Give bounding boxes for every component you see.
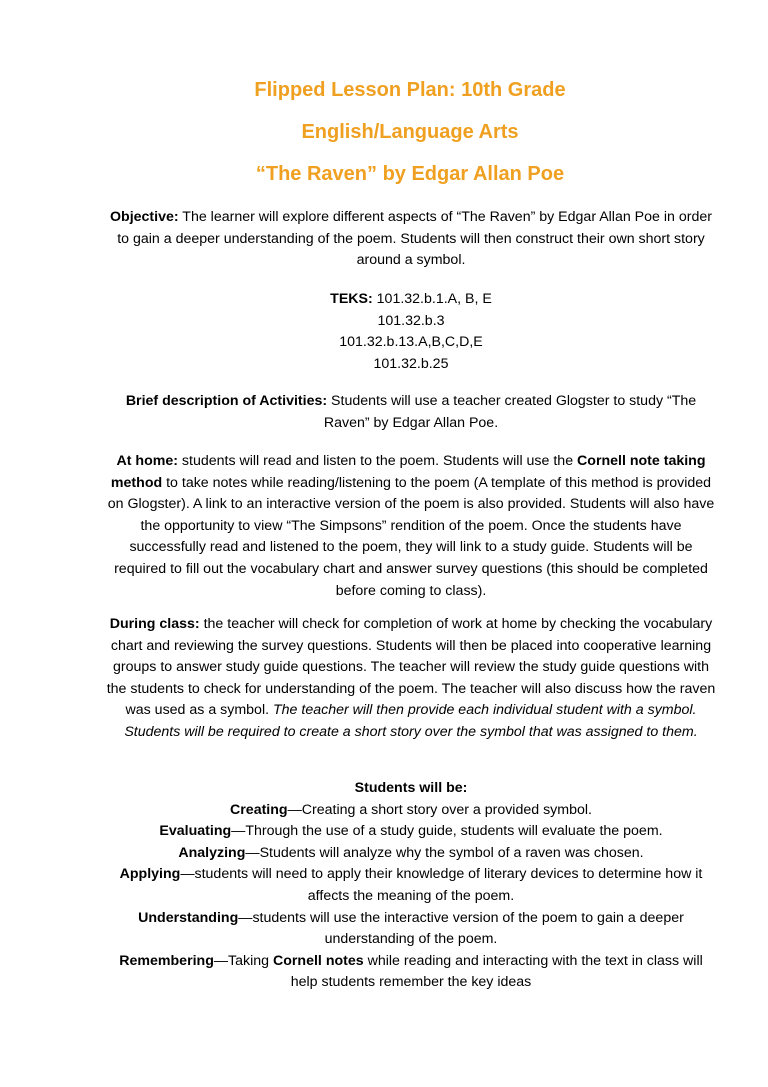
at-home-label: At home: — [116, 453, 178, 469]
cornell-note-method: Cornell note taking method — [110, 453, 706, 491]
list-item: Analyzing—Students will analyze why the symbol of a raven was chosen. — [178, 844, 644, 861]
objective-paragraph — [106, 207, 716, 272]
students-will-be-heading: Students will be: — [354, 780, 468, 796]
during-class-text: the teacher will check for completion of work at home by checking the vocabulary chart and reviewing the survey questions. Students will then be placed into cooperative learning groups to answer study guide questions. The teacher will review the study guide questions with the students to check for understanding of the poem. The teacher will also discuss how the raven was used as a symbol. — [106, 616, 716, 719]
teks-line-2: 101.32.b.3 — [377, 312, 445, 329]
students-will-be-section — [106, 778, 716, 994]
lesson-title: Flipped Lesson Plan: 10th Grade — [254, 79, 566, 101]
teks-line-4: 101.32.b.25 — [373, 355, 449, 372]
teks-line-1 — [106, 289, 716, 311]
at-home-paragraph — [106, 451, 716, 602]
teks-label: TEKS: — [330, 291, 373, 307]
at-home-text-1: students will read and listen to the poem. Students will use the — [177, 453, 578, 469]
brief-description-paragraph — [106, 391, 716, 434]
list-item: Creating—Creating a short story over a provided symbol. — [230, 801, 592, 818]
teks-value-1: 101.32.b.1.A, B, E — [372, 291, 492, 307]
at-home-text-2: to take notes while reading/listening to the poem (A template of this method is provided on Glogster). A link to an interactive version of the poem is also provided. Students will also have the opportunity to view “The Simpsons” rendition of the poem. Once the students have successfully read and listened to the poem, they will link to a study guide. Students will be required to fill out the vocabulary chart and answer survey questions (this should be completed before coming to class). — [107, 474, 715, 599]
brief-text: Students will use a teacher created Glogster to study “The Raven” by Edgar Allan Poe. — [323, 393, 697, 431]
subject-title: English/Language Arts — [301, 121, 519, 143]
list-item: Remembering—Taking Cornell notes while reading and interacting with the text in class will help students remember the key ideas — [119, 952, 703, 991]
during-class-italic: The teacher will then provide each individual student with a symbol. Students will be required to create a short story over the symbol that was assigned to them. — [124, 702, 698, 740]
objective-label: Objective: — [110, 209, 179, 225]
list-item: Understanding—students will use the interactive version of the poem to gain a deeper understanding of the poem. — [138, 909, 684, 948]
during-class-label: During class: — [109, 616, 200, 632]
teks-line-3: 101.32.b.13.A,B,C,D,E — [339, 334, 483, 351]
brief-label: Brief description of Activities: — [125, 393, 328, 409]
poem-title: “The Raven” by Edgar Allan Poe — [255, 163, 565, 185]
list-item: Applying—students will need to apply their knowledge of literary devices to determine how it affects the meaning of the poem. — [119, 866, 703, 904]
teks-block — [106, 289, 716, 375]
objective-text: The learner will explore different aspects of “The Raven” by Edgar Allan Poe in order to gain a deeper understanding of the poem. Students will then construct their own short story around a symbol. — [117, 209, 712, 269]
list-item: Evaluating—Through the use of a study guide, students will evaluate the poem. — [159, 823, 663, 840]
during-class-paragraph — [106, 614, 716, 744]
